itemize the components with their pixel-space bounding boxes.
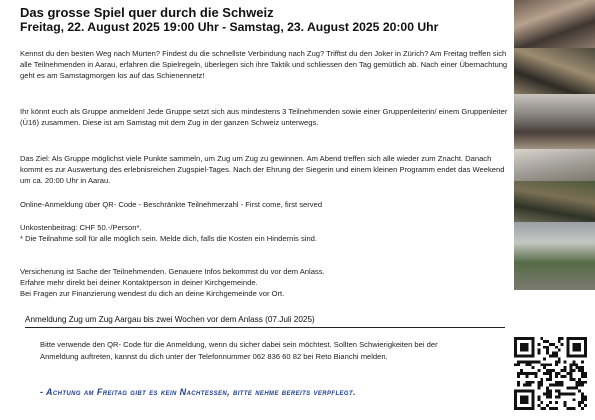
contact-text: Erfahre mehr direkt bei deiner Kontaktperson in deiner Kirchgemeinde.	[20, 278, 258, 287]
group-photo	[514, 222, 595, 290]
dinner-warning: - Achtung am Freitag gibt es kein Nachtessen, bitte nehme bereits verpflegt.	[40, 387, 356, 397]
event-dates: Freitag, 22. August 2025 19:00 Uhr - Samstag, 23. August 2025 20:00 Uhr	[20, 20, 439, 34]
group-photo	[514, 181, 595, 222]
financing-text: Bei Fragen zur Finanzierung wendest du dich an deine Kirchgemeinde vor Ort.	[20, 289, 285, 298]
qr-code-icon[interactable]	[514, 337, 587, 410]
event-title: Das grosse Spiel quer durch die Schweiz	[20, 5, 274, 20]
registration-heading: Anmeldung Zug um Zug Aargau bis zwei Wochen vor dem Anlass (07.Juli 2025)	[25, 314, 505, 328]
group-photo	[514, 149, 595, 181]
group-photo	[514, 94, 595, 149]
group-photo	[514, 48, 595, 94]
registration-note: Bitte verwende den QR- Code für die Anmeldung, wenn du sicher dabei sein möchtest. Sollten Schwierigkeiten bei der Anmeldung auftreten, kannst du dich unter der Telefonnummer 062 836 60 82 bei Reto Bianchi melden.	[40, 340, 438, 361]
group-photo	[514, 0, 595, 48]
cost-note: * Die Teilnahme soll für alle möglich sein. Melde dich, falls die Kosten ein Hindernis sind.	[20, 234, 318, 243]
goal-paragraph: Das Ziel: Als Gruppe möglichst viele Punkte sammeln, um Zug um Zug zu gewinnen. Am Abend treffen sich alle wieder zum Znacht. Danach kommt es zur Auswertung des erlebnisreichen Zugspiel-Tages. Nach der Ehrung der Siegerin und einem kleinen Programm endet das Weekend um ca. 20:00 Uhr in Aarau.	[20, 154, 505, 186]
photo-collage	[514, 0, 595, 290]
groups-paragraph: Ihr könnt euch als Gruppe anmelden! Jede Gruppe setzt sich aus mindestens 3 Teilnehmenden sowie einer Gruppenleiterin/ einem Gruppenleiter (Ü16) zusammen. Diese ist am Samstag mit dem Zug in der ganzen Schweiz unterwegs.	[20, 107, 508, 128]
insurance-text: Versicherung ist Sache der Teilnehmenden. Genauere Infos bekommst du vor dem Anlass.	[20, 267, 325, 276]
intro-paragraph: Kennst du den besten Weg nach Murten? Findest du die schnellste Verbindung nach Zug? Trifftst du den Joker in Zürich? Am Freitag treffen sich alle Teilnehmenden in Aarau, erfahren die Spielregeln, überlegen sich ihre Taktik und schliessen den Tag gemütlich ab. Nach einer Übernachtung geht es am Samstagmorgen los auf das Schienennetz!	[20, 49, 508, 81]
online-registration-text: Online-Anmeldung über QR- Code - Beschränkte Teilnehmerzahl - First come, first served	[20, 200, 323, 209]
cost-text: Unkostenbeitrag: CHF 50.-/Person*.	[20, 223, 142, 232]
